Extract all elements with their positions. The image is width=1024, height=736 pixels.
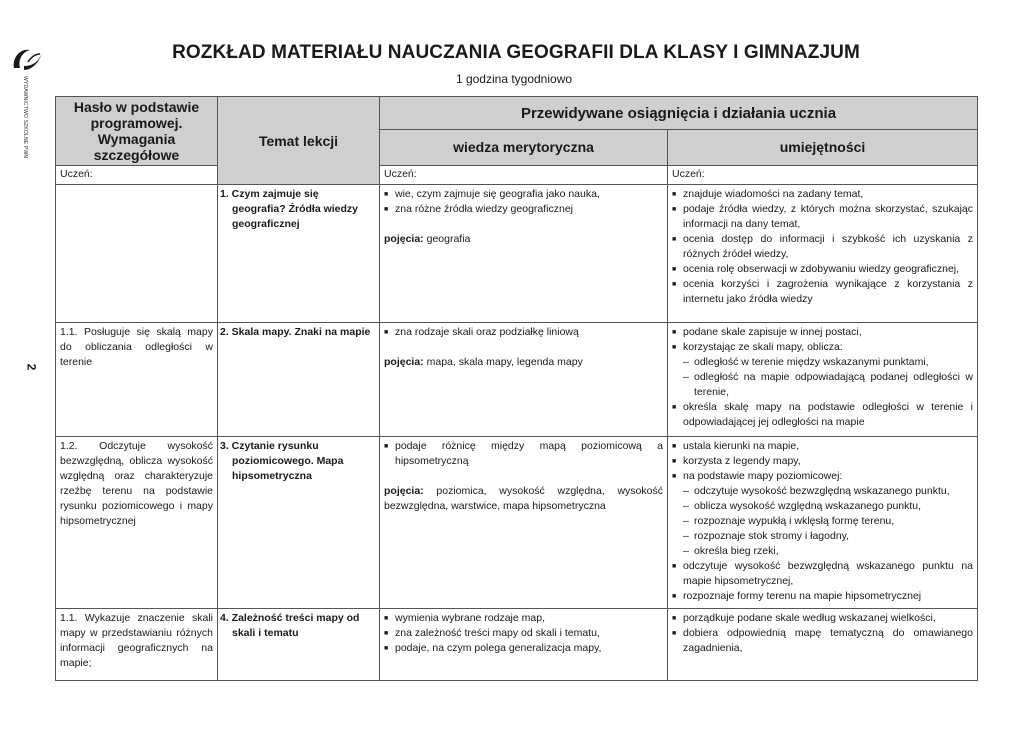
- requirement-cell: 1.1. Posługuje się skalą mapy do obliczania odległości w terenie: [56, 323, 218, 437]
- terms-label: pojęcia:: [384, 233, 424, 245]
- list-item: – określa bieg rzeki,: [672, 544, 973, 559]
- header-requirement: Hasło w podstawie programowej. Wymagania szczegółowe: [56, 97, 218, 166]
- table-row: [56, 185, 978, 323]
- list-item: ■ wie, czym zajmuje się geografia jako nauka,: [384, 187, 663, 202]
- list-item: ■ określa skalę mapy na podstawie odległości w terenie i odpowiadającej jej odległości na mapie: [672, 400, 973, 430]
- list-item: ■ zna różne źródła wiedzy geograficznej: [384, 202, 663, 217]
- requirement-cell: [56, 185, 218, 323]
- terms-line: [384, 484, 663, 514]
- list-item: ■ podaje, na czym polega generalizacja mapy,: [384, 641, 663, 656]
- table-row: [56, 609, 978, 681]
- list-item: ■ ustala kierunki na mapie,: [672, 439, 973, 454]
- table-row: [56, 437, 978, 609]
- skills-cell: [668, 609, 978, 681]
- uczen-label: Uczeń:: [56, 166, 218, 185]
- terms-line: [384, 232, 663, 247]
- list-item: – odczytuje wysokość bezwzględną wskazanego punktu,: [672, 484, 973, 499]
- list-item: ■ podane skale zapisuje w innej postaci,: [672, 325, 973, 340]
- list-item: – rozpoznaje stok stromy i łagodny,: [672, 529, 973, 544]
- requirement-cell: 1.2. Odczytuje wysokość bezwzględną, oblicza wysokość względną oraz charakteryzuje rzeźbę terenu na podstawie rysunku poziomicowego i mapy hipsometrycznej: [56, 437, 218, 609]
- list-item: ■ na podstawie mapy poziomicowej:: [672, 469, 973, 484]
- list-item: – odległość w terenie między wskazanymi punktami,: [672, 355, 973, 370]
- list-item: ■ podaje różnicę między mapą poziomicową a hipsometryczną: [384, 439, 663, 469]
- header-topic: Temat lekcji: [218, 97, 380, 185]
- uczen-label: Uczeń:: [380, 166, 668, 185]
- table-row: [56, 323, 978, 437]
- list-item: – odległość na mapie odpowiadającą podanej odległości w terenie,: [672, 370, 973, 400]
- list-item: ■ ocenia rolę obserwacji w zdobywaniu wiedzy geograficznej,: [672, 262, 973, 277]
- list-item: ■ znajduje wiadomości na zadany temat,: [672, 187, 973, 202]
- topic-cell: 2. Skala mapy. Znaki na mapie: [218, 323, 380, 437]
- knowledge-cell: [380, 323, 668, 437]
- terms-line: [384, 355, 663, 370]
- topic-cell: 3. Czytanie rysunku poziomicowego. Mapa hipsometryczna: [218, 437, 380, 609]
- list-item: ■ korzysta z legendy mapy,: [672, 454, 973, 469]
- list-item: ■ ocenia korzyści i zagrożenia wynikające z korzystania z internetu jako źródła wiedzy: [672, 277, 973, 307]
- topic-cell: 4. Zależność treści mapy od skali i tematu: [218, 609, 380, 681]
- uczen-label: Uczeń:: [668, 166, 978, 185]
- terms-value: poziomica, wysokość względna, wysokość bezwzględna, warstwice, mapa hipsometryczna: [384, 485, 663, 512]
- terms-label: pojęcia:: [384, 485, 424, 497]
- header-achievements: Przewidywane osiągnięcia i działania ucznia: [380, 97, 978, 130]
- header-knowledge: wiedza merytoryczna: [380, 130, 668, 166]
- list-item: ■ zna rodzaje skali oraz podziałkę liniową: [384, 325, 663, 340]
- page-title: ROZKŁAD MATERIAŁU NAUCZANIA GEOGRAFII DLA KLASY I GIMNAZJUM: [172, 42, 860, 63]
- page-number: 2: [24, 363, 39, 371]
- topic-cell: 1. Czym zajmuje się geografia? Źródła wiedzy geograficznej: [218, 185, 380, 323]
- knowledge-cell: [380, 185, 668, 323]
- page-subtitle: 1 godzina tygodniowo: [455, 72, 573, 86]
- skills-cell: [668, 185, 978, 323]
- list-item: ■ ocenia dostęp do informacji i szybkość ich uzyskania z różnych źródeł wiedzy,: [672, 232, 973, 262]
- skills-cell: [668, 323, 978, 437]
- list-item: ■ dobiera odpowiednią mapę tematyczną do omawianego zagadnienia,: [672, 626, 973, 656]
- list-item: ■ zna zależność treści mapy od skali i tematu,: [384, 626, 663, 641]
- list-item: ■ rozpoznaje formy terenu na mapie hipsometrycznej: [672, 589, 973, 604]
- requirement-cell: 1.1. Wykazuje znaczenie skali mapy w przedstawianiu różnych informacji geograficznych na mapie;: [56, 609, 218, 681]
- skills-cell: [668, 437, 978, 609]
- terms-value: mapa, skala mapy, legenda mapy: [426, 356, 583, 368]
- list-item: – oblicza wysokość względną wskazanego punktu,: [672, 499, 973, 514]
- curriculum-table: [55, 96, 978, 681]
- header-skills: umiejętności: [668, 130, 978, 166]
- knowledge-cell: [380, 437, 668, 609]
- terms-label: pojęcia:: [384, 356, 424, 368]
- knowledge-cell: [380, 609, 668, 681]
- list-item: ■ odczytuje wysokość bezwzględną wskazanego punktu na mapie hipsometrycznej,: [672, 559, 973, 589]
- terms-value: geografia: [426, 233, 471, 245]
- list-item: ■ wymienia wybrane rodzaje map,: [384, 611, 663, 626]
- publisher-name: WYDAWNICTWO SZKOLNE PWN: [22, 76, 28, 159]
- list-item: ■ porządkuje podane skale według wskazanej wielkości,: [672, 611, 973, 626]
- list-item: ■ korzystając ze skali mapy, oblicza:: [672, 340, 973, 355]
- list-item: – rozpoznaje wypukłą i wklęsłą formę terenu,: [672, 514, 973, 529]
- list-item: ■ podaje źródła wiedzy, z których można skorzystać, szukając informacji na dany temat,: [672, 202, 973, 232]
